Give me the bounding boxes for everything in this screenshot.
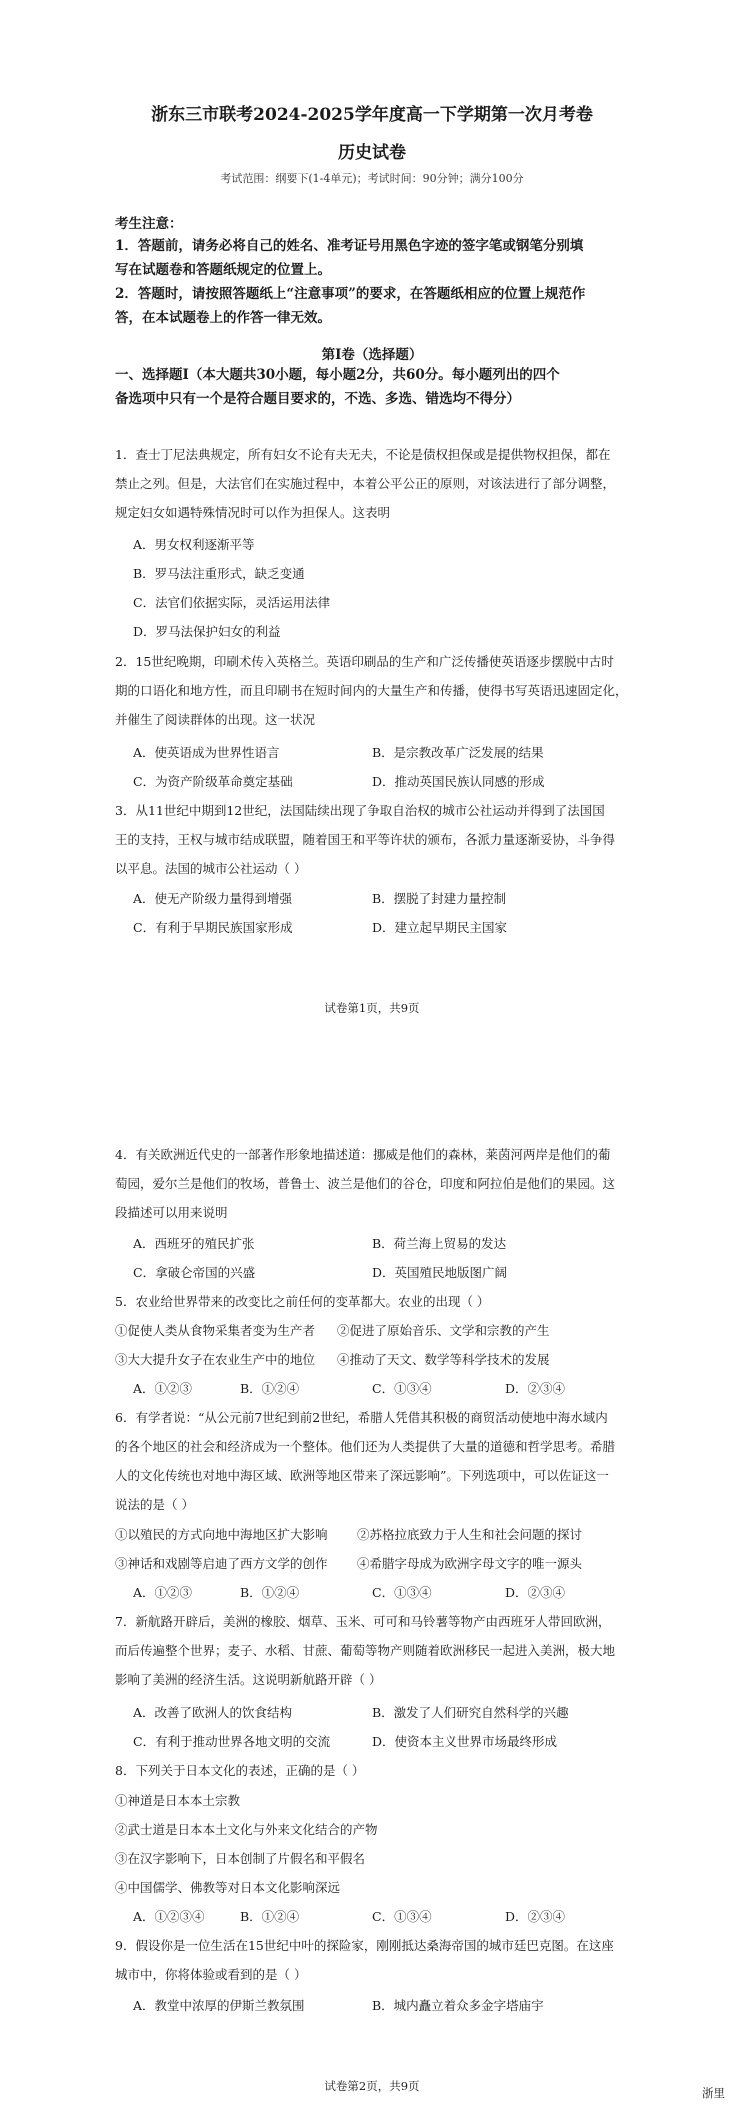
question-line: 并催生了阅读群体的出现。这一状况 (115, 712, 316, 727)
section-line: 备选项中只有一个是符合题目要求的，不选、多选、错选均不得分） (115, 391, 520, 407)
exam-meta: 考试范围：纲要下(1-4单元)；考试时间：90分钟；满分100分 (220, 172, 524, 185)
q8-option-b: B．①②④ (240, 1909, 300, 1924)
question-line: 1．查士丁尼法典规定，所有妇女不论有夫无夫，不论是债权担保或是提供物权担保，都在 (115, 447, 611, 462)
q7-option-c: C．有利于推动世界各地文明的交流 (133, 1734, 331, 1749)
question-8-stem: 8．下列关于日本文化的表述，正确的是（ ） (115, 1763, 365, 1778)
question-line: 而后传遍整个世界；麦子、水稻、甘蔗、葡萄等物产则随着欧洲移民一起进入美洲，极大地 (115, 1643, 616, 1658)
q9-option-a: A．教堂中浓厚的伊斯兰教氛围 (133, 1998, 305, 2013)
notice-line: 写在试题卷和答题纸规定的位置上。 (115, 262, 331, 278)
q7-option-d: D．使资本主义世界市场最终形成 (372, 1734, 558, 1749)
q3-option-c: C．有利于早期民族国家形成 (133, 920, 293, 935)
q6-option-d: D．②③④ (505, 1585, 566, 1600)
q8-statement: ②武士道是日本本土文化与外来文化结合的产物 (115, 1822, 378, 1837)
exam-title: 浙东三市联考2024-2025学年度高一下学期第一次月考卷 (151, 105, 593, 125)
question-line: 4．有关欧洲近代史的一部著作形象地描述道：挪威是他们的森林，莱茵河两岸是他们的葡 (115, 1147, 611, 1162)
q8-option-a: A．①②③④ (133, 1909, 205, 1924)
q4-option-c: C．拿破仑帝国的兴盛 (133, 1265, 256, 1280)
q1-option-b: B．罗马法注重形式，缺乏变通 (133, 566, 305, 581)
question-line: 以平息。法国的城市公社运动（ ） (115, 861, 307, 876)
question-line: 3．从11世纪中期到12世纪，法国陆续出现了争取自治权的城市公社运动并得到了法国国 (115, 803, 605, 818)
notice-heading: 考生注意： (115, 216, 183, 232)
q5-option-c: C．①③④ (372, 1381, 432, 1396)
q5-option-b: B．①②④ (240, 1381, 300, 1396)
question-line: 7．新航路开辟后，美洲的橡胶、烟草、玉米、可可和马铃薯等物产由西班牙人带回欧洲， (115, 1614, 611, 1629)
question-line: 禁止之列。但是，大法官们在实施过程中，本着公平公正的原则，对该法进行了部分调整， (115, 476, 616, 491)
question-line: 影响了美洲的经济生活。这说明新航路开辟（ ） (115, 1672, 382, 1687)
page-footer: 试卷第1页，共9页 (324, 1001, 420, 1015)
page-footer: 试卷第2页，共9页 (324, 2079, 420, 2093)
q8-statement: ④中国儒学、佛教等对日本文化影响深远 (115, 1880, 341, 1895)
question-6-stem (115, 1403, 645, 1519)
q4-option-b: B．荷兰海上贸易的发达 (372, 1236, 507, 1251)
q6-statement: ④希腊字母成为欧洲字母文字的唯一源头 (357, 1556, 583, 1571)
question-line: 期的口语化和地方性，而且印刷书在短时间内的大量生产和传播，使得书写英语迅速固定化， (115, 683, 628, 698)
q5-statement: ④推动了天文、数学等科学技术的发展 (337, 1352, 550, 1367)
question-line: 规定妇女如遇特殊情况时可以作为担保人。这表明 (115, 505, 391, 520)
question-line: 的各个地区的社会和经济成为一个整体。他们还为人类提供了大量的道德和哲学思考。希腊 (115, 1439, 616, 1454)
question-line: 6．有学者说：“从公元前7世纪到前2世纪，希腊人凭借其积极的商贸活动使地中海水域内 (115, 1410, 608, 1425)
q4-option-d: D．英国殖民地版图广阔 (372, 1265, 508, 1280)
q8-statement: ③在汉字影响下，日本创制了片假名和平假名 (115, 1851, 366, 1866)
question-5-stem: 5．农业给世界带来的改变比之前任何的变革都大。农业的出现（ ） (115, 1294, 490, 1309)
question-line: 王的支持，王权与城市结成联盟，随着国王和平等许状的颁布，各派力量逐渐妥协，斗争得 (115, 832, 616, 847)
q2-option-c: C．为资产阶级革命奠定基础 (133, 774, 293, 789)
q5-statement: ①促使人类从食物采集者变为生产者 (115, 1323, 316, 1338)
exam-subtitle: 历史试卷 (338, 143, 406, 163)
question-line: 人的文化传统也对地中海区域、欧洲等地区带来了深远影响”。下列选项中，可以佐证这一 (115, 1468, 609, 1483)
corner-mark: 浙里 (702, 2086, 725, 2100)
question-line: 段描述可以用来说明 (115, 1205, 228, 1220)
q6-statement: ③神话和戏剧等启迪了西方文学的创作 (115, 1556, 328, 1571)
q5-statement: ③大大提升女子在农业生产中的地位 (115, 1352, 316, 1367)
section-title: 第Ⅰ卷（选择题） (321, 347, 423, 363)
q5-statement: ②促进了原始音乐、文学和宗教的产生 (337, 1323, 550, 1338)
question-1-stem (115, 440, 645, 527)
q2-option-b: B．是宗教改革广泛发展的结果 (372, 745, 544, 760)
notice-line: 1．答题前，请务必将自己的姓名、准考证号用黑色字迹的签字笔或钢笔分别填 (115, 238, 584, 254)
q9-option-b: B．城内矗立着众多金字塔庙宇 (372, 1998, 544, 2013)
question-line: 城市中，你将体验或看到的是（ ） (115, 1967, 307, 1982)
q7-option-b: B．激发了人们研究自然科学的兴趣 (372, 1705, 569, 1720)
q5-option-a: A．①②③ (133, 1381, 193, 1396)
question-2-stem (115, 647, 645, 734)
q3-option-b: B．摆脱了封建力量控制 (372, 891, 507, 906)
question-line: 萄园，爱尔兰是他们的牧场，普鲁士、波兰是他们的谷仓，印度和阿拉伯是他们的果园。这 (115, 1176, 616, 1191)
q8-option-d: D．②③④ (505, 1909, 566, 1924)
question-3-stem (115, 796, 645, 883)
q3-option-d: D．建立起早期民主国家 (372, 920, 508, 935)
q3-option-a: A．使无产阶级力量得到增强 (133, 891, 293, 906)
question-line: 说法的是（ ） (115, 1497, 194, 1512)
question-line: 9．假设你是一位生活在15世纪中叶的探险家，刚刚抵达桑海帝国的城市廷巴克图。在这座 (115, 1938, 614, 1953)
notice-line: 2．答题时，请按照答题纸上“注意事项”的要求，在答题纸相应的位置上规范作 (115, 286, 586, 302)
q4-option-a: A．西班牙的殖民扩张 (133, 1236, 255, 1251)
question-9-stem (115, 1931, 645, 1989)
q2-option-d: D．推动英国民族认同感的形成 (372, 774, 545, 789)
exam-page-2 (0, 1100, 744, 2104)
q2-option-a: A．使英语成为世界性语言 (133, 745, 280, 760)
q7-option-a: A．改善了欧洲人的饮食结构 (133, 1705, 293, 1720)
q8-statement: ①神道是日本本土宗教 (115, 1793, 241, 1808)
question-line: 2．15世纪晚期，印刷术传入英格兰。英语印刷品的生产和广泛传播使英语逐步摆脱中古时 (115, 654, 614, 669)
section-instructions (115, 363, 645, 411)
question-4-stem (115, 1140, 645, 1227)
q1-option-a: A．男女权利逐渐平等 (133, 537, 255, 552)
q8-option-c: C．①③④ (372, 1909, 432, 1924)
q1-option-c: C．法官们依据实际，灵活运用法律 (133, 595, 331, 610)
q6-statement: ②苏格拉底致力于人生和社会问题的探讨 (357, 1527, 583, 1542)
section-line: 一、选择题Ⅰ（本大题共30小题，每小题2分，共60分。每小题列出的四个 (115, 367, 560, 383)
q1-option-d: D．罗马法保护妇女的利益 (133, 624, 281, 639)
question-7-stem (115, 1607, 645, 1694)
q6-option-a: A．①②③ (133, 1585, 193, 1600)
q6-statement: ①以殖民的方式向地中海地区扩大影响 (115, 1527, 328, 1542)
notice-block (115, 234, 645, 330)
q6-option-b: B．①②④ (240, 1585, 300, 1600)
q5-option-d: D．②③④ (505, 1381, 566, 1396)
q6-option-c: C．①③④ (372, 1585, 432, 1600)
notice-line: 答，在本试题卷上的作答一律无效。 (115, 310, 331, 326)
